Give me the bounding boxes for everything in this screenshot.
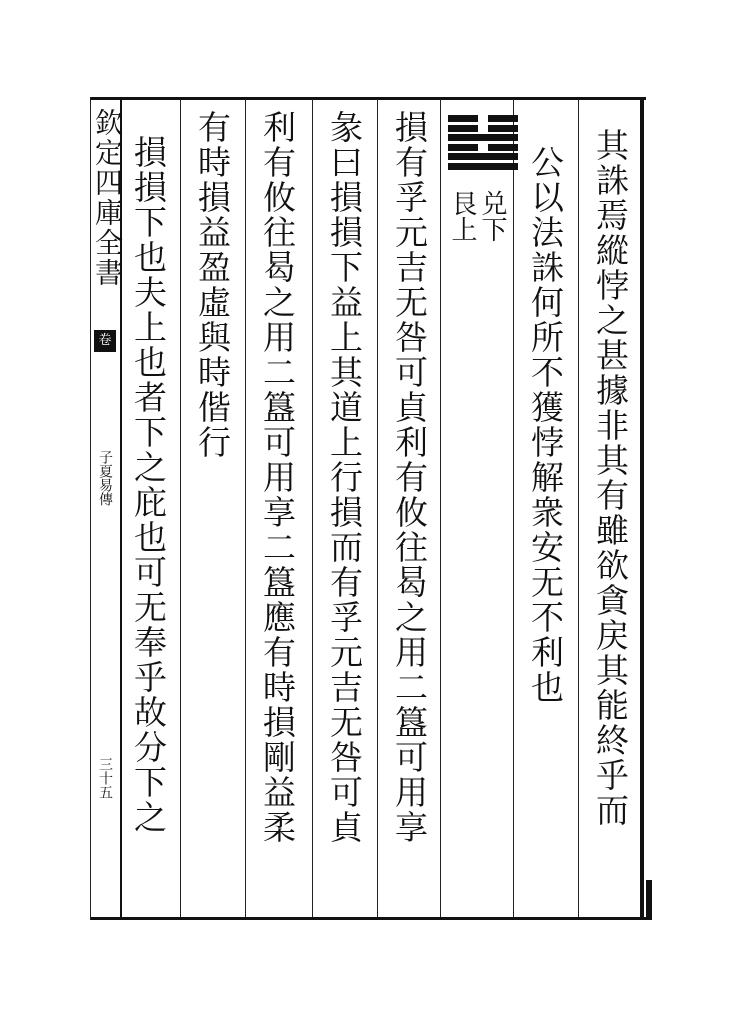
hexagram-line-yang bbox=[448, 163, 518, 170]
column-rule bbox=[578, 99, 579, 917]
hexagram-line-yin bbox=[448, 144, 478, 151]
text-column-4: 彖曰損損下益上其道上行損而有孚元吉无咎可貞 bbox=[325, 110, 364, 845]
trigram-lower: 兑下 bbox=[477, 190, 507, 242]
hexagram-line-yin bbox=[448, 125, 478, 132]
hexagram-line-yin bbox=[488, 144, 518, 151]
text-column-3: 損有孚元吉无咎可貞利有攸往曷之用二簋可用享 bbox=[390, 110, 429, 845]
column-rule bbox=[245, 99, 246, 917]
book-name: 子夏易傳 bbox=[97, 450, 113, 506]
column-rule bbox=[312, 99, 313, 917]
juan-marker: 卷 bbox=[94, 330, 116, 352]
text-column-6: 有時損益盈虛與時偕行 bbox=[193, 110, 232, 460]
frame-right-border bbox=[640, 97, 644, 920]
hexagram-line-yang bbox=[448, 153, 518, 160]
text-column-2: 公以法誅何所不獲悖解衆安无不利也 bbox=[526, 145, 565, 705]
text-column-7: 損損下也夫上也者下之庇也可无奉乎故分下之 bbox=[129, 135, 168, 835]
column-rule bbox=[513, 99, 514, 917]
column-rule bbox=[440, 99, 441, 917]
frame-bottom-border bbox=[90, 917, 646, 920]
column-rule bbox=[377, 99, 378, 917]
hexagram-line-yin bbox=[448, 115, 478, 122]
frame-top-border bbox=[90, 97, 646, 100]
hexagram-line-yin bbox=[488, 125, 518, 132]
hexagram-sun-icon bbox=[448, 115, 518, 173]
text-column-5: 利有攸往曷之用二簋可用享二簋應有時損剛益柔 bbox=[258, 110, 297, 845]
text-column-1: 其誅焉縱悖之甚據非其有雖欲貪戻其能終乎而 bbox=[591, 128, 630, 828]
column-rule bbox=[180, 99, 181, 917]
book-title: 欽定四庫全書 bbox=[91, 108, 124, 288]
hexagram-line-yin bbox=[488, 115, 518, 122]
edge-mark bbox=[646, 880, 652, 920]
trigram-upper: 艮上 bbox=[447, 190, 477, 242]
page-number: 三十五 bbox=[97, 757, 113, 799]
hexagram-line-yang bbox=[448, 134, 518, 141]
